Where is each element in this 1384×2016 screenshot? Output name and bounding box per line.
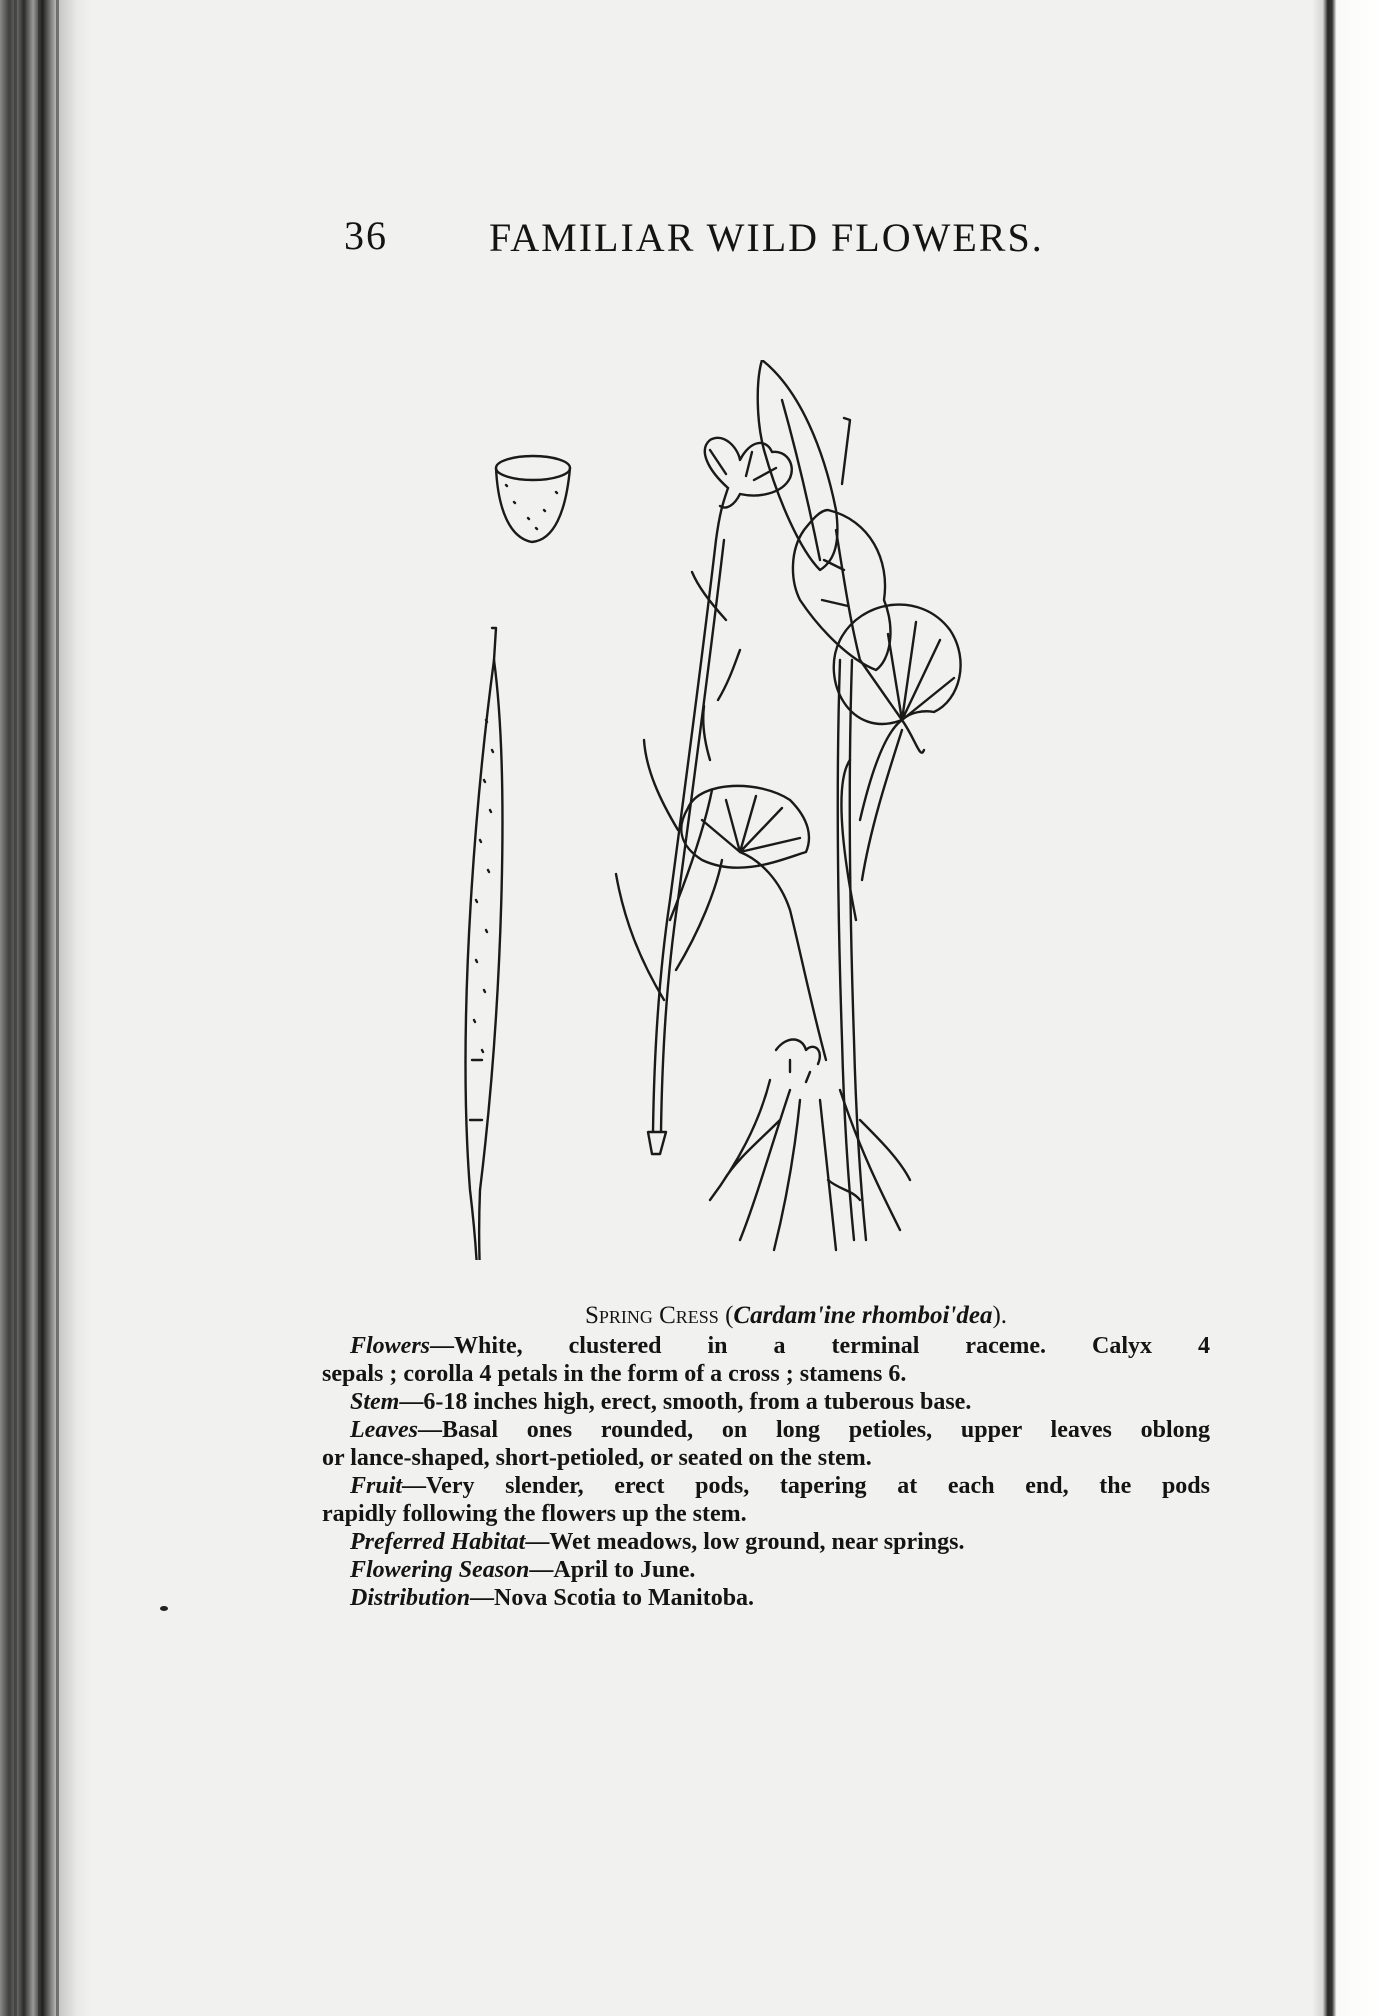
stem-text: —6-18 inches high, erect, smooth, from a tuberous base. bbox=[399, 1389, 972, 1415]
spine-edge-line bbox=[56, 0, 59, 2016]
title-paren-open: ( bbox=[718, 1302, 734, 1329]
season-text: —April to June. bbox=[529, 1557, 696, 1583]
flowering-stem-drawing bbox=[616, 438, 792, 1154]
habitat-entry bbox=[322, 1528, 1210, 1556]
season-label: Flowering Season bbox=[350, 1557, 530, 1583]
habitat-text: —Wet meadows, low ground, near springs. bbox=[525, 1529, 965, 1555]
title-paren-close: ). bbox=[992, 1302, 1008, 1329]
habitat-label: Preferred Habitat bbox=[350, 1529, 526, 1555]
stem-entry bbox=[322, 1388, 1210, 1416]
leaves-entry bbox=[322, 1416, 1210, 1444]
leaves-text: —Basal ones rounded, on long petioles, upper leaves oblong bbox=[417, 1417, 1210, 1443]
fruit-entry bbox=[322, 1472, 1210, 1500]
leaves-text-cont: or lance-shaped, short-petioled, or seated on the stem. bbox=[322, 1445, 872, 1471]
flowers-label: Flowers bbox=[350, 1333, 431, 1359]
plant-description bbox=[322, 1302, 1210, 1612]
fruit-entry-continued bbox=[322, 1500, 1210, 1528]
fruit-text-cont: rapidly following the flowers up the stem. bbox=[322, 1501, 747, 1527]
seed-pod-drawing bbox=[466, 628, 503, 1260]
spine-edge-line bbox=[38, 0, 41, 2016]
stem-label: Stem bbox=[350, 1389, 400, 1415]
caption-title bbox=[322, 1302, 1210, 1330]
page-header bbox=[344, 212, 1104, 272]
latin-name: Cardam'ine rhomboi'dea bbox=[733, 1302, 993, 1329]
flowers-text-cont: sepals ; corolla 4 petals in the form of a cross ; stamens 6. bbox=[322, 1361, 907, 1387]
book-spine bbox=[0, 0, 92, 2016]
season-entry bbox=[322, 1556, 1210, 1584]
leaves-label: Leaves bbox=[350, 1417, 418, 1443]
distribution-entry bbox=[322, 1584, 1210, 1612]
common-name: Spring Cress bbox=[584, 1302, 719, 1329]
flowers-entry-continued bbox=[322, 1360, 1210, 1388]
page-number: 36 bbox=[344, 213, 388, 258]
distribution-label: Distribution bbox=[350, 1585, 471, 1611]
fruit-label: Fruit bbox=[350, 1473, 403, 1499]
flowers-entry bbox=[322, 1332, 1210, 1360]
leaves-entry-continued bbox=[322, 1444, 1210, 1472]
whole-plant-drawing bbox=[681, 360, 960, 1250]
ink-speck bbox=[160, 1606, 168, 1611]
calyx-drawing bbox=[496, 456, 570, 542]
facing-page-edge bbox=[1312, 0, 1384, 2016]
running-title: FAMILIAR WILD FLOWERS. bbox=[489, 215, 1044, 260]
flowers-text: —White, clustered in a terminal raceme. Calyx 4 bbox=[430, 1333, 1210, 1359]
spine-edge-line bbox=[14, 0, 17, 2016]
fruit-text: —Very slender, erect pods, tapering at each end, the pods bbox=[402, 1473, 1210, 1499]
distribution-text: —Nova Scotia to Manitoba. bbox=[470, 1585, 755, 1611]
spring-cress-illustration bbox=[440, 360, 1220, 1260]
